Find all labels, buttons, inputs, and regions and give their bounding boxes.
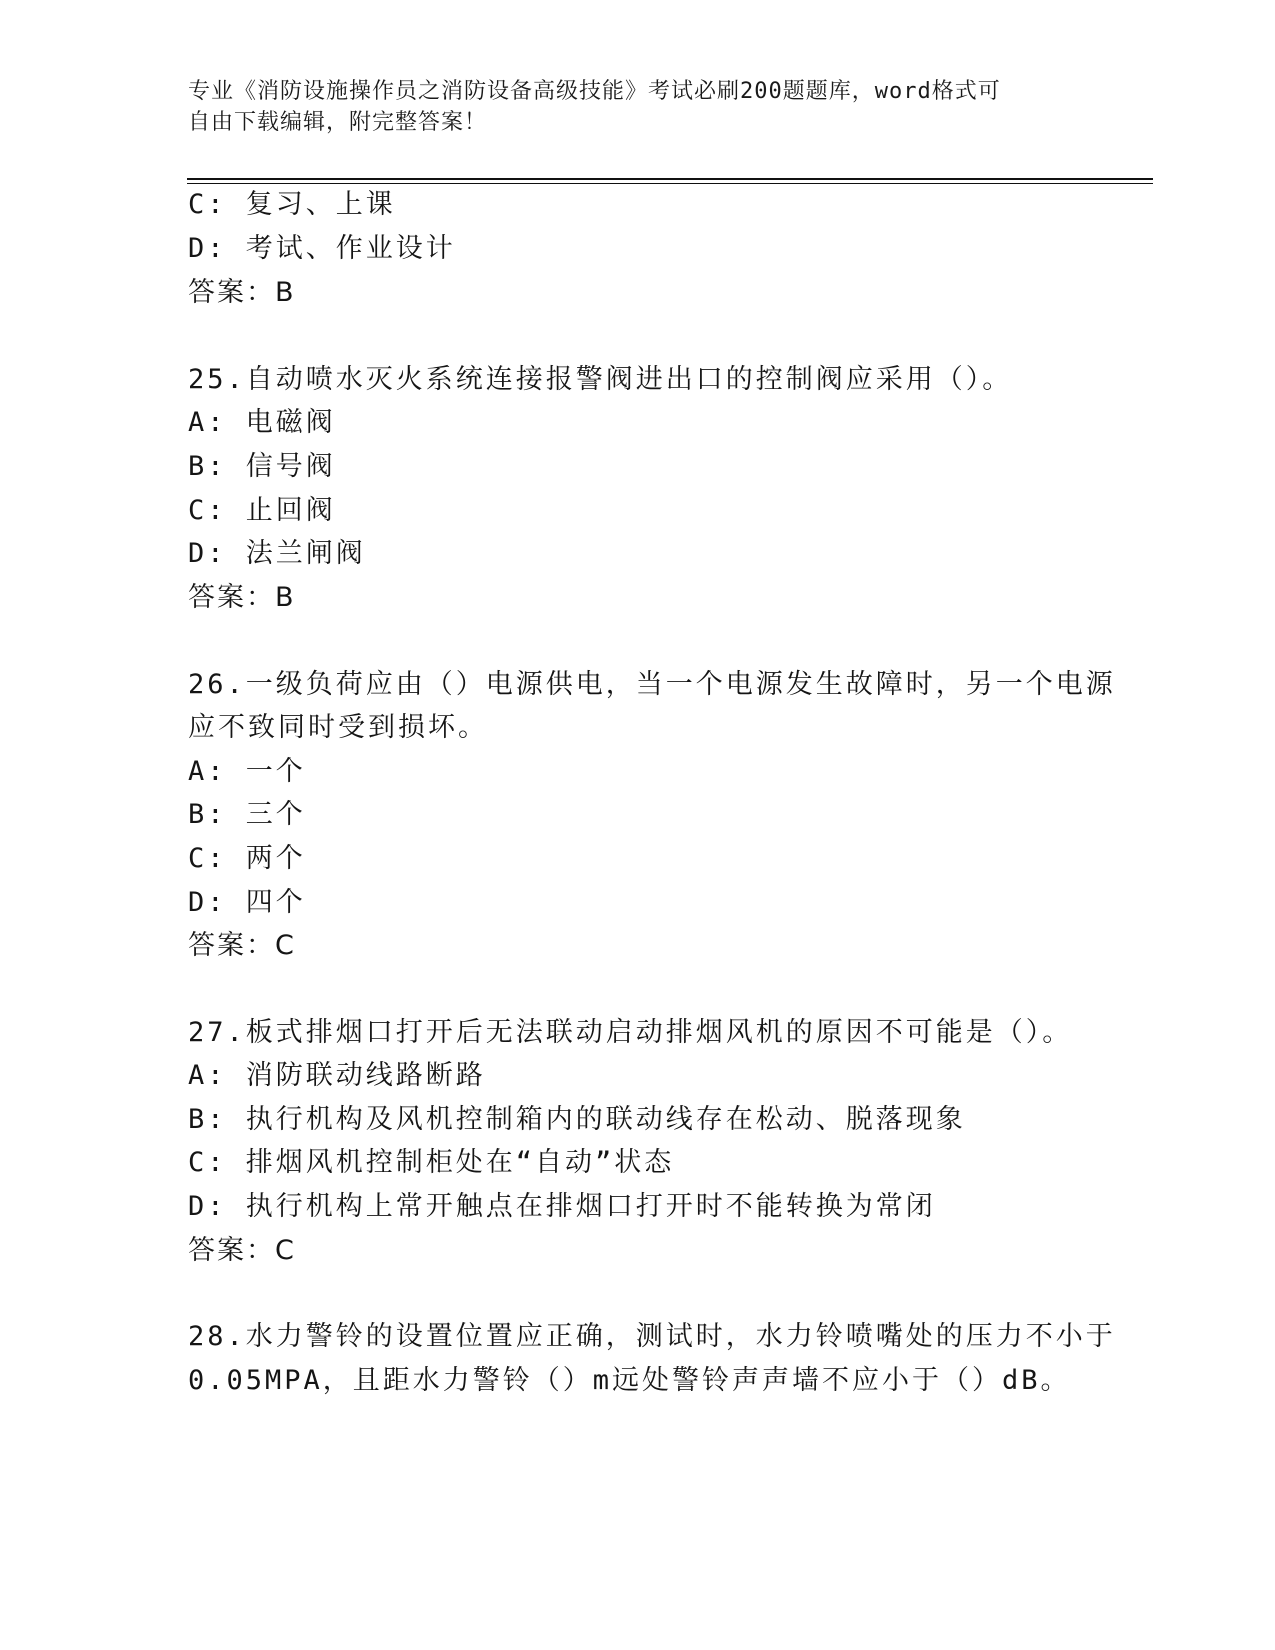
question-27-stem: 27.板式排烟口打开后无法联动启动排烟风机的原因不可能是（）。 (188, 1017, 1073, 1048)
header-divider-thick (187, 178, 1153, 180)
question-25-stem: 25.自动喷水灭火系统连接报警阀进出口的控制阀应采用（）。 (188, 364, 1013, 395)
header-line-1: 专业《消防设施操作员之消防设备高级技能》考试必刷200题题库，word格式可 (188, 79, 1001, 104)
header-divider-thin (187, 183, 1153, 184)
question-25-answer: 答案：B (188, 582, 296, 613)
prev-answer: 答案：B (188, 277, 296, 308)
question-25-option-a: A: 电磁阀 (188, 407, 336, 438)
question-27-option-d: D: 执行机构上常开触点在排烟口打开时不能转换为常闭 (188, 1191, 936, 1222)
prev-option-c: C: 复习、上课 (188, 189, 396, 220)
question-27-answer: 答案：C (188, 1235, 296, 1266)
question-26-answer: 答案：C (188, 930, 296, 961)
question-25-option-b: B: 信号阀 (188, 451, 336, 482)
question-27-option-a: A: 消防联动线路断路 (188, 1060, 486, 1091)
question-26-option-a: A: 一个 (188, 756, 306, 787)
question-27-option-b: B: 执行机构及风机控制箱内的联动线存在松动、脱落现象 (188, 1104, 966, 1135)
document-header (188, 76, 1078, 138)
question-28-stem-line-1: 28.水力警铃的设置位置应正确，测试时，水力铃喷嘴处的压力不小于 (188, 1321, 1116, 1352)
question-26-stem-line-2: 应不致同时受到损坏。 (188, 712, 488, 743)
header-line-2: 自由下载编辑，附完整答案！ (188, 110, 488, 135)
question-26-option-b: B: 三个 (188, 799, 306, 830)
question-26-option-c: C: 两个 (188, 843, 306, 874)
question-27-option-c: C: 排烟风机控制柜处在“自动”状态 (188, 1147, 675, 1178)
question-26-option-d: D: 四个 (188, 887, 306, 918)
question-26-stem-line-1: 26.一级负荷应由（）电源供电，当一个电源发生故障时，另一个电源 (188, 669, 1116, 700)
question-25-option-d: D: 法兰闸阀 (188, 538, 366, 569)
question-25-option-c: C: 止回阀 (188, 495, 336, 526)
prev-option-d: D: 考试、作业设计 (188, 233, 456, 264)
question-28-stem-line-2: 0.05MPA，且距水力警铃（）m远处警铃声声墙不应小于（）dB。 (188, 1365, 1071, 1396)
